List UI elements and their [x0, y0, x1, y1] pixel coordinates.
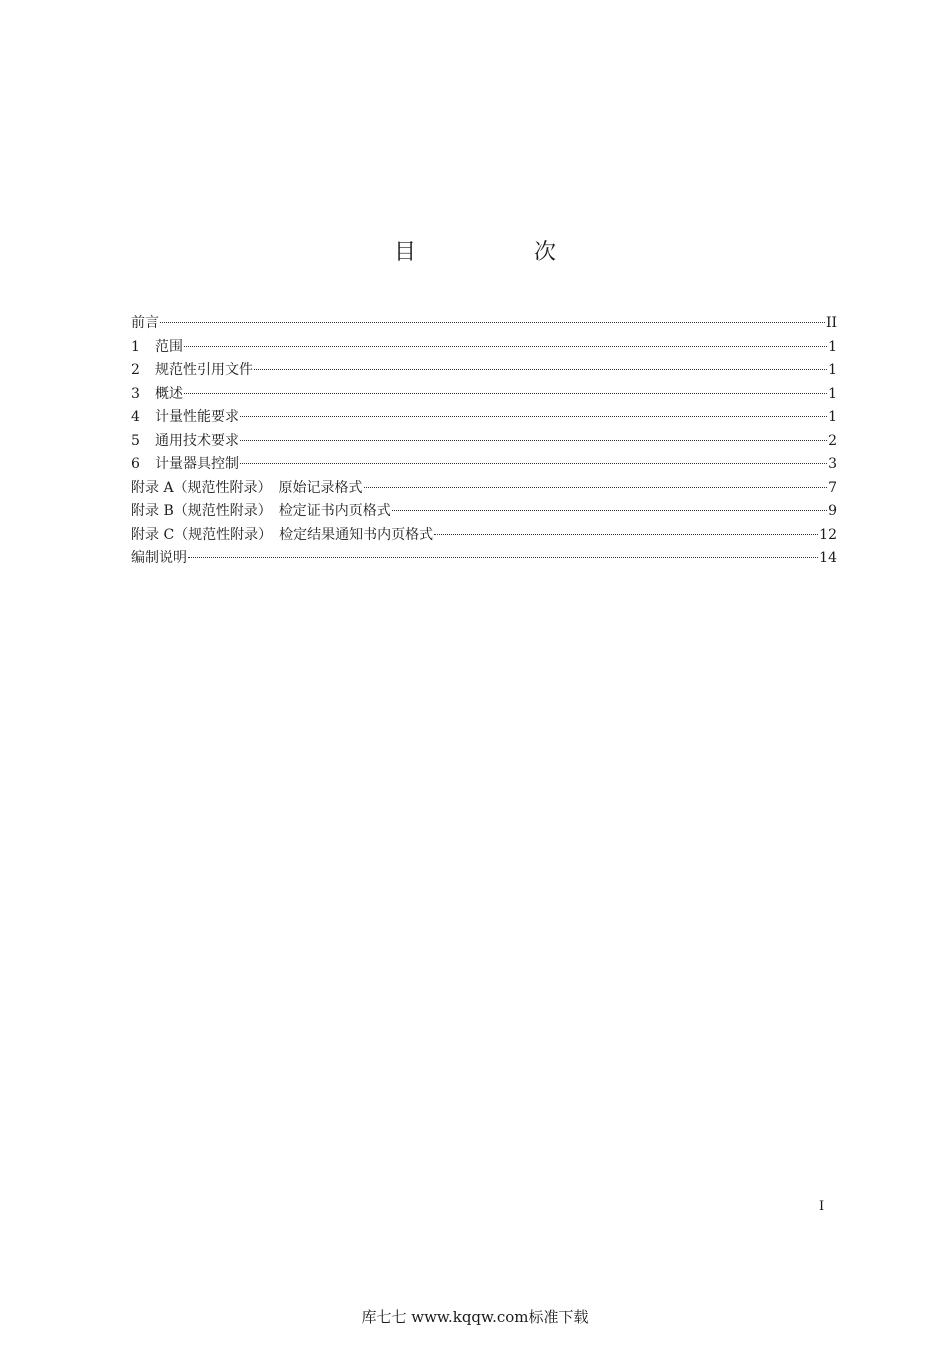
toc-section-number: 4 — [131, 409, 140, 425]
toc-dot-leader — [364, 487, 828, 488]
toc-entry-foreword[interactable] — [131, 312, 837, 336]
toc-dot-leader — [434, 534, 818, 535]
toc-entry-scope[interactable] — [131, 336, 837, 360]
toc-entry-normative-references[interactable] — [131, 359, 837, 383]
toc-page-number: 1 — [828, 409, 837, 425]
toc-dot-leader — [184, 393, 827, 394]
toc-dot-leader — [240, 416, 827, 417]
toc-section-number: 3 — [131, 385, 140, 402]
toc-dot-leader — [240, 440, 827, 441]
toc-entry-appendix-c[interactable] — [131, 524, 837, 548]
toc-entry-label: 规范性引用文件 — [155, 362, 253, 378]
toc-entry-label: 计量器具控制 — [155, 456, 239, 472]
toc-entry-label: 编制说明 — [131, 550, 187, 566]
toc-section-number: 6 — [131, 456, 140, 472]
page-number: I — [819, 1199, 825, 1214]
toc-page-number: 1 — [828, 338, 837, 355]
footer-watermark-text: 库七七 www.kqqw.com标准下载 — [361, 1308, 589, 1326]
toc-page-number: 9 — [828, 503, 837, 519]
toc-dot-leader — [184, 346, 827, 347]
toc-entry-label: 通用技术要求 — [155, 432, 239, 449]
toc-entry-instrument-control[interactable] — [131, 453, 837, 477]
toc-entry-label: 计量性能要求 — [155, 409, 239, 425]
toc-page-number: 1 — [828, 385, 837, 402]
toc-dot-leader — [392, 510, 827, 511]
toc-entry-label: 范围 — [155, 338, 183, 355]
toc-entry-label: 附录 A（规范性附录） 原始记录格式 — [131, 479, 363, 496]
toc-page-number: 1 — [828, 362, 837, 378]
toc-dot-leader — [188, 557, 818, 558]
toc-entry-appendix-a[interactable] — [131, 477, 837, 501]
toc-page-number: II — [825, 315, 837, 331]
toc-section-number: 5 — [131, 432, 140, 449]
toc-page-number: 2 — [828, 432, 837, 449]
toc-entry-metrological-requirements[interactable] — [131, 406, 837, 430]
toc-entry-compilation-notes[interactable] — [131, 547, 837, 571]
toc-entry-appendix-b[interactable] — [131, 500, 837, 524]
toc-dot-leader — [240, 463, 827, 464]
toc-entry-label: 前言 — [131, 315, 159, 331]
toc-section-number: 1 — [131, 338, 140, 355]
toc-entry-label: 附录 C（规范性附录） 检定结果通知书内页格式 — [131, 526, 434, 543]
toc-dot-leader — [160, 322, 825, 323]
toc-entry-overview[interactable] — [131, 383, 837, 407]
toc-page-number: 3 — [828, 456, 837, 472]
table-of-contents — [131, 312, 837, 571]
toc-section-number: 2 — [131, 362, 140, 378]
page-title: 目 次 — [393, 240, 604, 265]
toc-page-number: 12 — [819, 526, 837, 543]
toc-entry-label: 概述 — [155, 385, 183, 402]
toc-page-number: 7 — [828, 479, 837, 496]
toc-page-number: 14 — [819, 550, 837, 566]
toc-entry-label: 附录 B（规范性附录） 检定证书内页格式 — [131, 503, 391, 519]
toc-entry-general-technical-requirements[interactable] — [131, 430, 837, 454]
toc-dot-leader — [254, 369, 827, 370]
